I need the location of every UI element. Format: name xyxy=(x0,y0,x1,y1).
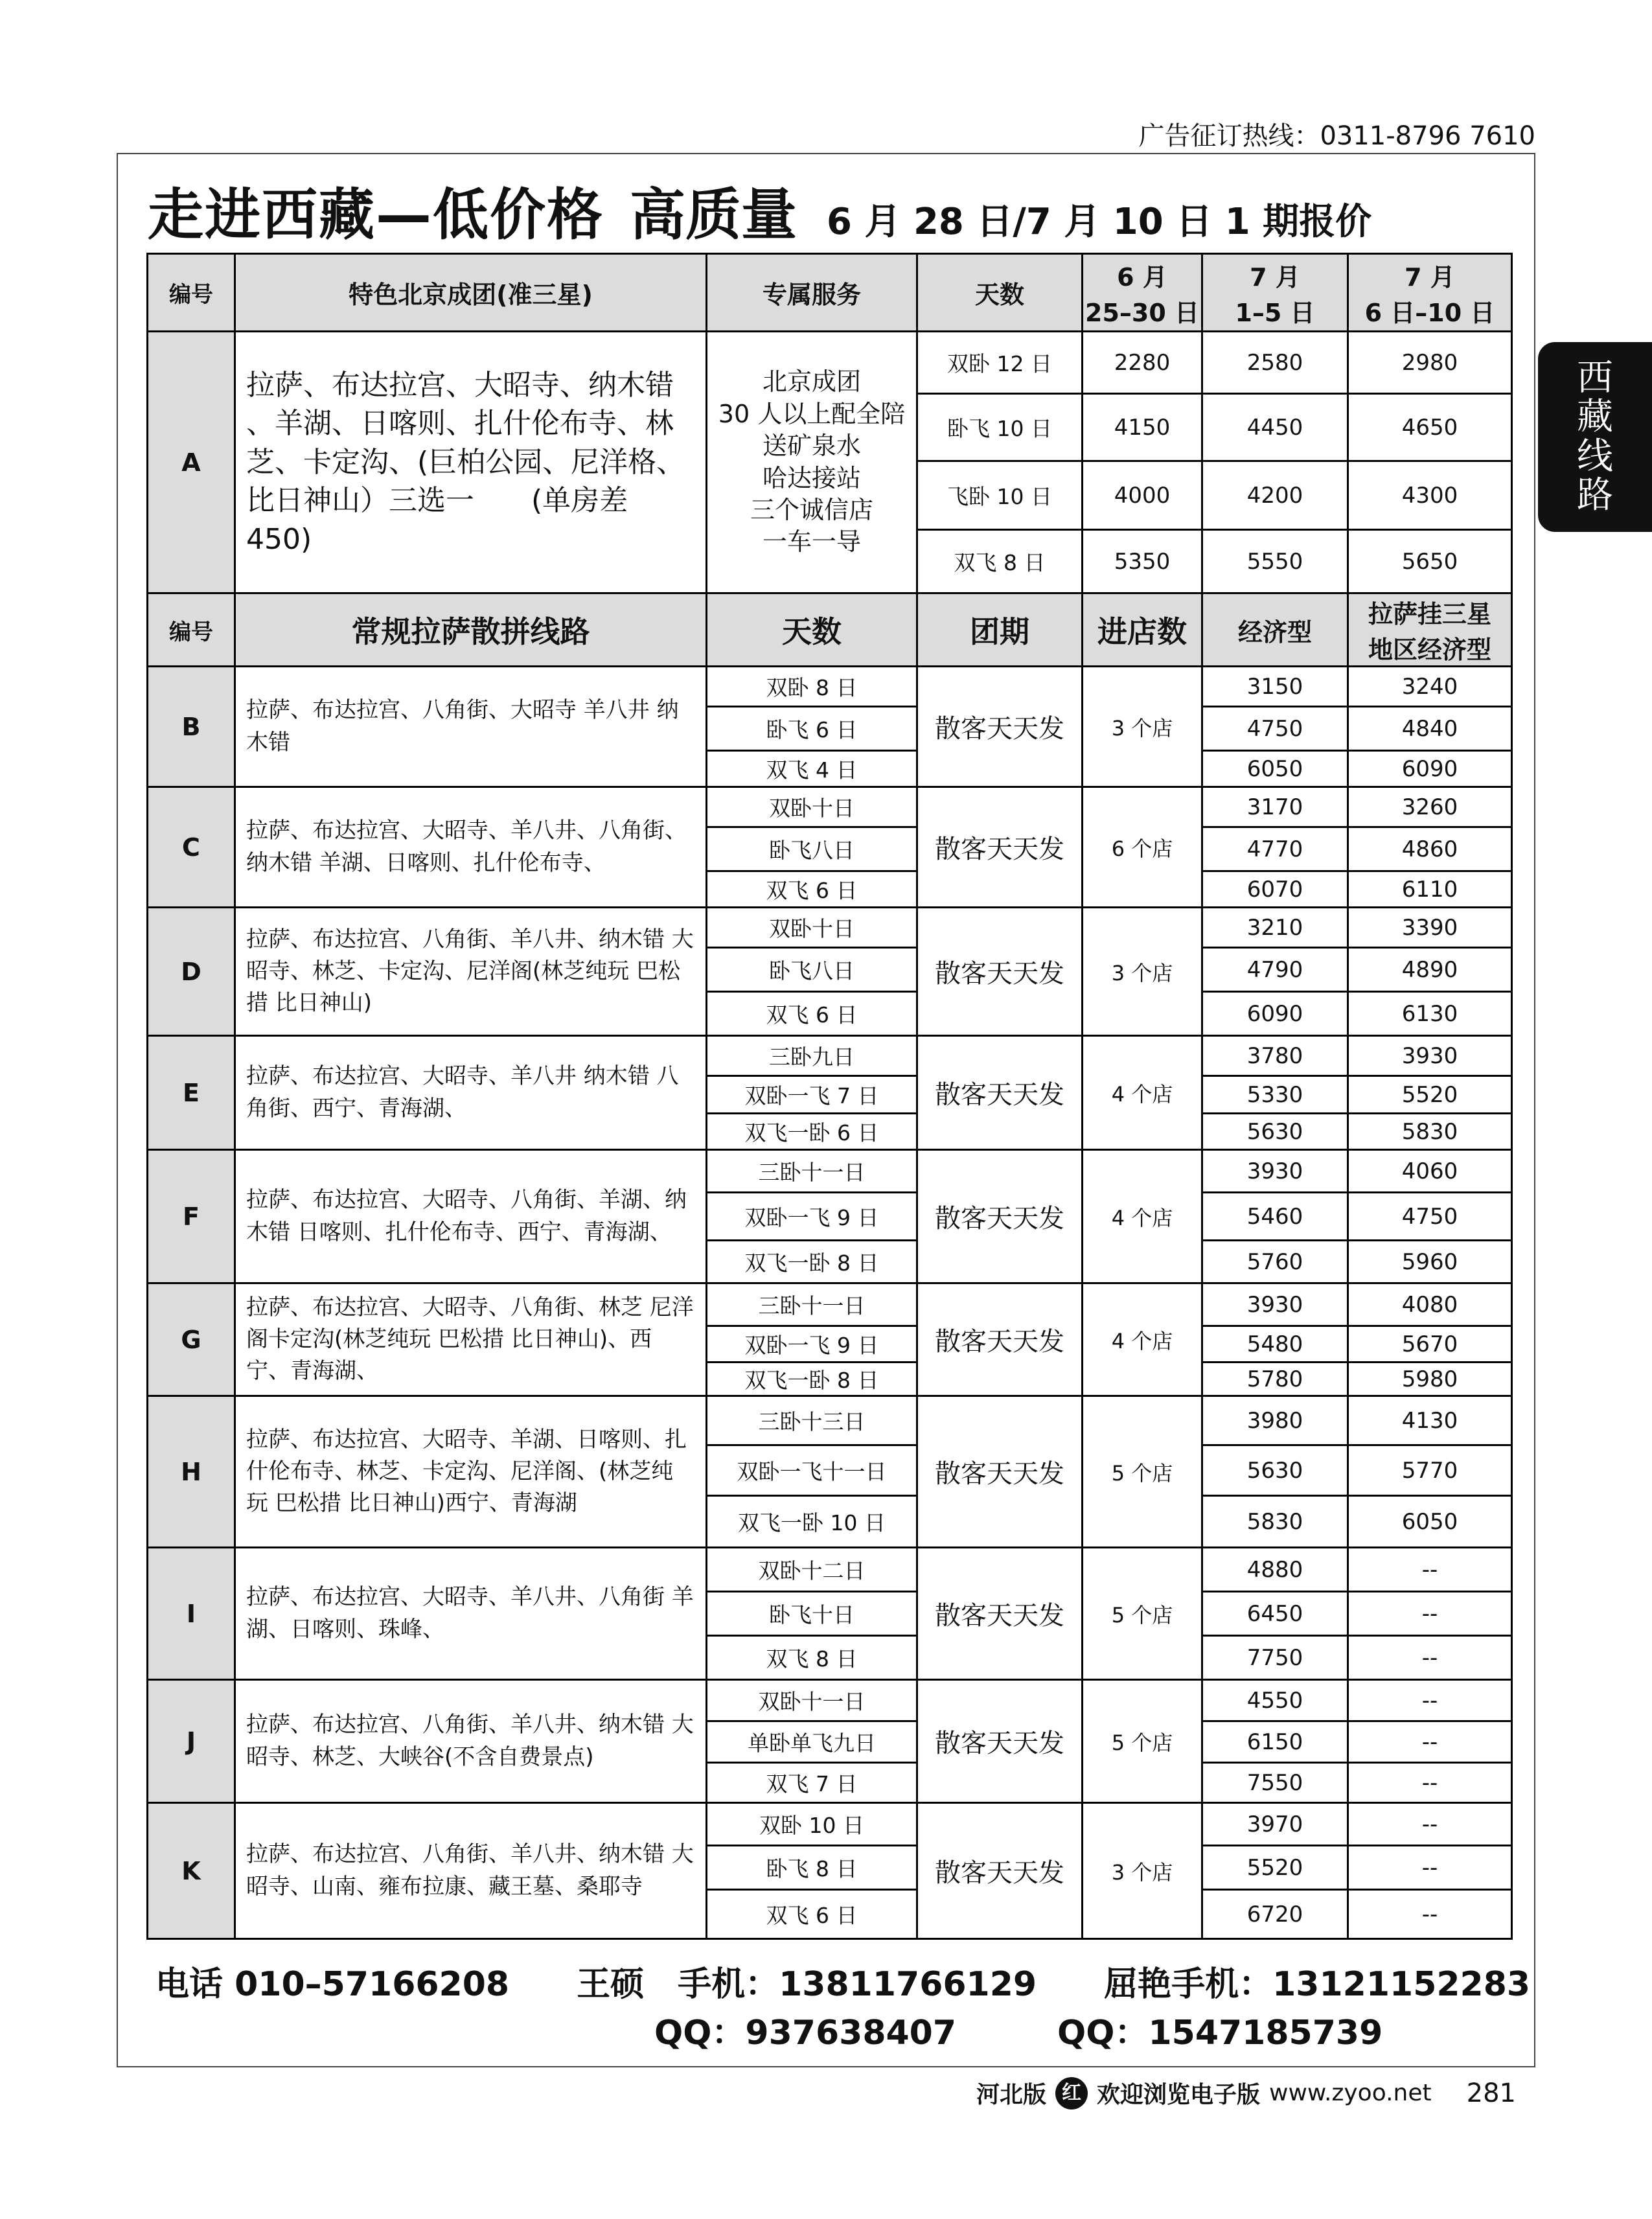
departure-cell: 散客天天发 xyxy=(917,667,1083,787)
header-line: 拉萨挂三星 xyxy=(1368,600,1491,628)
header-line: 1–5 日 xyxy=(1235,298,1315,327)
title-sub: 高质量 xyxy=(630,183,797,247)
days-cell: 双卧 8 日 xyxy=(707,667,917,707)
price-cell: 5980 xyxy=(1348,1362,1512,1396)
header-days: 天数 xyxy=(707,593,917,667)
shops-cell: 3 个店 xyxy=(1083,908,1202,1036)
days-cell: 双飞 6 日 xyxy=(707,1890,917,1939)
price-cell: 6720 xyxy=(1202,1890,1348,1939)
price-cell: 2580 xyxy=(1202,332,1348,394)
table-row xyxy=(148,1680,1512,1721)
days-cell: 双飞一卧 10 日 xyxy=(707,1496,917,1548)
route-description: 拉萨、布达拉宫、大昭寺、羊八井 纳木错 八角街、西宁、青海湖、 xyxy=(235,1036,707,1150)
footer-tagline: 欢迎浏览电子版 xyxy=(1097,2082,1261,2108)
table-row xyxy=(148,1803,1512,1846)
price-cell: -- xyxy=(1348,1721,1512,1763)
service-item: 一车一导 xyxy=(762,527,861,557)
route-code: A xyxy=(148,332,235,593)
price-cell: -- xyxy=(1348,1803,1512,1846)
departure-cell: 散客天天发 xyxy=(917,908,1083,1036)
route-description: 拉萨、布达拉宫、大昭寺、羊八井、八角街 羊湖、日喀则、珠峰、 xyxy=(235,1548,707,1680)
route-code: J xyxy=(148,1680,235,1803)
price-cell: 3930 xyxy=(1202,1283,1348,1326)
price-cell: 4080 xyxy=(1348,1283,1512,1326)
price-cell: 5630 xyxy=(1202,1114,1348,1150)
price-cell: 5480 xyxy=(1202,1326,1348,1362)
shops-cell: 3 个店 xyxy=(1083,667,1202,787)
price-cell: 6050 xyxy=(1202,751,1348,787)
price-cell: 4750 xyxy=(1202,707,1348,751)
price-cell: -- xyxy=(1348,1763,1512,1803)
price-cell: 3260 xyxy=(1348,787,1512,827)
price-cell: 4060 xyxy=(1348,1150,1512,1193)
footer-url[interactable]: www.zyoo.net xyxy=(1269,2080,1432,2106)
header-code: 编号 xyxy=(148,593,235,667)
departure-cell: 散客天天发 xyxy=(917,1803,1083,1939)
header-line: 6 日–10 日 xyxy=(1364,298,1495,327)
price-cell: 4840 xyxy=(1348,707,1512,751)
price-cell: 5770 xyxy=(1348,1445,1512,1496)
price-cell: 5460 xyxy=(1202,1193,1348,1241)
header-economy: 经济型 xyxy=(1202,593,1348,667)
header-departure: 团期 xyxy=(917,593,1083,667)
price-cell: 6110 xyxy=(1348,871,1512,908)
days-cell: 双卧十日 xyxy=(707,908,917,948)
price-cell: -- xyxy=(1348,1680,1512,1721)
price-cell: -- xyxy=(1348,1548,1512,1592)
price-cell: 3390 xyxy=(1348,908,1512,948)
days-cell: 双卧一飞十一日 xyxy=(707,1445,917,1496)
table-row xyxy=(148,1150,1512,1193)
price-cell: 3170 xyxy=(1202,787,1348,827)
brand-logo: 红 xyxy=(1055,2077,1088,2110)
price-cell: -- xyxy=(1348,1636,1512,1680)
route-description: 拉萨、布达拉宫、大昭寺、羊湖、日喀则、扎什伦布寺、林芝、卡定沟、尼洋阁、(林芝纯玩 巴松措 比日神山)西宁、青海湖 xyxy=(235,1396,707,1548)
price-cell: 4450 xyxy=(1202,394,1348,461)
days-cell: 双飞一卧 8 日 xyxy=(707,1241,917,1283)
title-date: 6 月 28 日/7 月 10 日 1 期报价 xyxy=(827,201,1372,243)
price-cell: 4150 xyxy=(1083,394,1202,461)
price-cell: 7750 xyxy=(1202,1636,1348,1680)
header-line: 地区经济型 xyxy=(1368,636,1491,664)
days-cell: 三卧九日 xyxy=(707,1036,917,1076)
table-row xyxy=(148,1283,1512,1326)
header-shops: 进店数 xyxy=(1083,593,1202,667)
price-cell: 3150 xyxy=(1202,667,1348,707)
days-cell: 卧飞 8 日 xyxy=(707,1846,917,1890)
price-cell: 4880 xyxy=(1202,1548,1348,1592)
days-cell: 卧飞 6 日 xyxy=(707,707,917,751)
table-row xyxy=(148,667,1512,707)
price-cell: 5520 xyxy=(1202,1846,1348,1890)
price-cell: 5830 xyxy=(1348,1114,1512,1150)
route-code: D xyxy=(148,908,235,1036)
header-route: 常规拉萨散拼线路 xyxy=(235,593,707,667)
departure-cell: 散客天天发 xyxy=(917,1150,1083,1283)
header-price-1 xyxy=(1083,254,1202,332)
page-title xyxy=(148,170,1371,250)
price-cell: 6050 xyxy=(1348,1496,1512,1548)
price-cell: 4790 xyxy=(1202,948,1348,992)
table-row xyxy=(148,787,1512,827)
header-line: 25–30 日 xyxy=(1085,298,1199,327)
price-cell: 4200 xyxy=(1202,461,1348,530)
price-cell: 3240 xyxy=(1348,667,1512,707)
price-cell: 5830 xyxy=(1202,1496,1348,1548)
price-cell: 4000 xyxy=(1083,461,1202,530)
page-number: 281 xyxy=(1466,2078,1516,2108)
shops-cell: 6 个店 xyxy=(1083,787,1202,908)
price-cell: 3930 xyxy=(1348,1036,1512,1076)
price-table xyxy=(146,253,1513,1940)
departure-cell: 散客天天发 xyxy=(917,1283,1083,1396)
days-cell: 双卧一飞 9 日 xyxy=(707,1193,917,1241)
price-cell: -- xyxy=(1348,1846,1512,1890)
days-cell: 双飞 8 日 xyxy=(707,1636,917,1680)
days-cell: 双飞 6 日 xyxy=(707,871,917,908)
header-line: 7 月 xyxy=(1405,262,1455,292)
price-cell: 5780 xyxy=(1202,1362,1348,1396)
section-tab-char: 路 xyxy=(1577,474,1613,516)
days-cell: 双卧十一日 xyxy=(707,1680,917,1721)
price-cell: 4770 xyxy=(1202,827,1348,871)
price-cell: 5650 xyxy=(1348,530,1512,593)
price-cell: 7550 xyxy=(1202,1763,1348,1803)
route-description: 拉萨、布达拉宫、八角街、大昭寺 羊八井 纳木错 xyxy=(235,667,707,787)
route-description: 拉萨、布达拉宫、八角街、羊八井、纳木错 大昭寺、林芝、卡定沟、尼洋阁(林芝纯玩 巴松措 比日神山) xyxy=(235,908,707,1036)
route-description: 拉萨、布达拉宫、大昭寺、羊八井、八角街、纳木错 羊湖、日喀则、扎什伦布寺、 xyxy=(235,787,707,908)
price-cell: 6090 xyxy=(1348,751,1512,787)
price-cell: 3780 xyxy=(1202,1036,1348,1076)
price-cell: 3970 xyxy=(1202,1803,1348,1846)
header-price-3 xyxy=(1348,254,1512,332)
days-cell: 双飞 8 日 xyxy=(917,530,1083,593)
title-main: 走进西藏—低价格 xyxy=(148,183,604,247)
route-code: I xyxy=(148,1548,235,1680)
header-route: 特色北京成团(准三星) xyxy=(235,254,707,332)
shops-cell: 5 个店 xyxy=(1083,1680,1202,1803)
shops-cell: 3 个店 xyxy=(1083,1803,1202,1939)
price-cell: 4650 xyxy=(1348,394,1512,461)
edition-label: 河北版 xyxy=(976,2082,1046,2108)
service-item: 30 人以上配全陪 xyxy=(718,399,906,428)
days-cell: 双卧 12 日 xyxy=(917,332,1083,394)
price-cell: 4750 xyxy=(1348,1193,1512,1241)
price-cell: 4130 xyxy=(1348,1396,1512,1445)
route-description: 拉萨、布达拉宫、大昭寺、八角街、林芝 尼洋阁卡定沟(林芝纯玩 巴松措 比日神山)、西宁、青海湖、 xyxy=(235,1283,707,1396)
price-cell: 6070 xyxy=(1202,871,1348,908)
section-tab xyxy=(1538,342,1652,532)
service-list xyxy=(707,332,917,593)
days-cell: 卧飞十日 xyxy=(707,1592,917,1636)
route-description: 拉萨、布达拉宫、八角街、羊八井、纳木错 大昭寺、山南、雍布拉康、藏王墓、桑耶寺 xyxy=(235,1803,707,1939)
price-cell: 5630 xyxy=(1202,1445,1348,1496)
section-tab-char: 线 xyxy=(1577,435,1613,477)
price-cell: 5550 xyxy=(1202,530,1348,593)
header-code: 编号 xyxy=(148,254,235,332)
days-cell: 双卧十日 xyxy=(707,787,917,827)
route-code: E xyxy=(148,1036,235,1150)
page-footer xyxy=(976,2076,1516,2110)
header-days: 天数 xyxy=(917,254,1083,332)
route-code: H xyxy=(148,1396,235,1548)
days-cell: 双卧 10 日 xyxy=(707,1803,917,1846)
price-cell: 2980 xyxy=(1348,332,1512,394)
price-cell: 6130 xyxy=(1348,992,1512,1036)
header-price-2 xyxy=(1202,254,1348,332)
route-code: G xyxy=(148,1283,235,1396)
service-item: 送矿泉水 xyxy=(762,431,861,461)
departure-cell: 散客天天发 xyxy=(917,1396,1083,1548)
section-tab-char: 藏 xyxy=(1577,396,1613,439)
route-description: 拉萨、布达拉宫、大昭寺、八角街、羊湖、纳木错 日喀则、扎什伦布寺、西宁、青海湖、 xyxy=(235,1150,707,1283)
price-cell: 5760 xyxy=(1202,1241,1348,1283)
header-line: 7 月 xyxy=(1250,262,1300,292)
service-item: 哈达接站 xyxy=(762,463,861,492)
days-cell: 双飞一卧 8 日 xyxy=(707,1362,917,1396)
price-cell: 5960 xyxy=(1348,1241,1512,1283)
contact-line-1: 电话 010–57166208 王硕 手机：13811766129 屈艳手机：13121152283 xyxy=(155,1965,1531,2004)
departure-cell: 散客天天发 xyxy=(917,1548,1083,1680)
days-cell: 双飞 6 日 xyxy=(707,992,917,1036)
service-item: 北京成团 xyxy=(762,367,861,397)
header-row xyxy=(148,593,1512,667)
route-code: K xyxy=(148,1803,235,1939)
days-cell: 三卧十一日 xyxy=(707,1150,917,1193)
table-row xyxy=(148,332,1512,394)
price-cell: 4300 xyxy=(1348,461,1512,530)
price-cell: 4550 xyxy=(1202,1680,1348,1721)
days-cell: 卧飞八日 xyxy=(707,827,917,871)
shops-cell: 4 个店 xyxy=(1083,1283,1202,1396)
price-cell: 6450 xyxy=(1202,1592,1348,1636)
shops-cell: 5 个店 xyxy=(1083,1548,1202,1680)
price-cell: 3210 xyxy=(1202,908,1348,948)
table-row xyxy=(148,1548,1512,1592)
price-cell: 5330 xyxy=(1202,1076,1348,1114)
header-economy-3star xyxy=(1348,593,1512,667)
days-cell: 双飞 4 日 xyxy=(707,751,917,787)
days-cell: 飞卧 10 日 xyxy=(917,461,1083,530)
days-cell: 双飞 7 日 xyxy=(707,1763,917,1803)
header-line: 6 月 xyxy=(1117,262,1167,292)
table-row xyxy=(148,1396,1512,1445)
days-cell: 双飞一卧 6 日 xyxy=(707,1114,917,1150)
route-code: B xyxy=(148,667,235,787)
days-cell: 双卧一飞 9 日 xyxy=(707,1326,917,1362)
header-row xyxy=(148,254,1512,332)
table-row xyxy=(148,1036,1512,1076)
days-cell: 三卧十三日 xyxy=(707,1396,917,1445)
price-cell: 6150 xyxy=(1202,1721,1348,1763)
departure-cell: 散客天天发 xyxy=(917,1036,1083,1150)
days-cell: 单卧单飞九日 xyxy=(707,1721,917,1763)
shops-cell: 5 个店 xyxy=(1083,1396,1202,1548)
route-code: C xyxy=(148,787,235,908)
price-cell: 5350 xyxy=(1083,530,1202,593)
ad-hotline: 广告征订热线：0311-8796 7610 xyxy=(1138,121,1535,151)
price-cell: 2280 xyxy=(1083,332,1202,394)
price-cell: 3930 xyxy=(1202,1150,1348,1193)
departure-cell: 散客天天发 xyxy=(917,787,1083,908)
days-cell: 卧飞八日 xyxy=(707,948,917,992)
price-cell: 3980 xyxy=(1202,1396,1348,1445)
route-code: F xyxy=(148,1150,235,1283)
service-item: 三个诚信店 xyxy=(750,495,873,524)
price-cell: 4860 xyxy=(1348,827,1512,871)
price-cell: 5670 xyxy=(1348,1326,1512,1362)
days-cell: 卧飞 10 日 xyxy=(917,394,1083,461)
price-cell: 5520 xyxy=(1348,1076,1512,1114)
route-description: 拉萨、布达拉宫、八角街、羊八井、纳木错 大昭寺、林芝、大峡谷(不含自费景点) xyxy=(235,1680,707,1803)
contact-line-2: QQ：937638407 QQ：1547185739 xyxy=(654,2014,1383,2052)
price-cell: 4890 xyxy=(1348,948,1512,992)
header-service: 专属服务 xyxy=(707,254,917,332)
price-cell: 6090 xyxy=(1202,992,1348,1036)
section-tab-char: 西 xyxy=(1577,356,1613,399)
shops-cell: 4 个店 xyxy=(1083,1036,1202,1150)
route-description: 拉萨、布达拉宫、大昭寺、纳木错 、羊湖、日喀则、扎什伦布寺、林芝、卡定沟、(巨柏公园、尼洋格、比日神山）三选一 (单房差 450) xyxy=(235,332,707,593)
departure-cell: 散客天天发 xyxy=(917,1680,1083,1803)
shops-cell: 4 个店 xyxy=(1083,1150,1202,1283)
price-cell: -- xyxy=(1348,1592,1512,1636)
days-cell: 双卧十二日 xyxy=(707,1548,917,1592)
table-row xyxy=(148,908,1512,948)
price-cell: -- xyxy=(1348,1890,1512,1939)
days-cell: 三卧十一日 xyxy=(707,1283,917,1326)
days-cell: 双卧一飞 7 日 xyxy=(707,1076,917,1114)
